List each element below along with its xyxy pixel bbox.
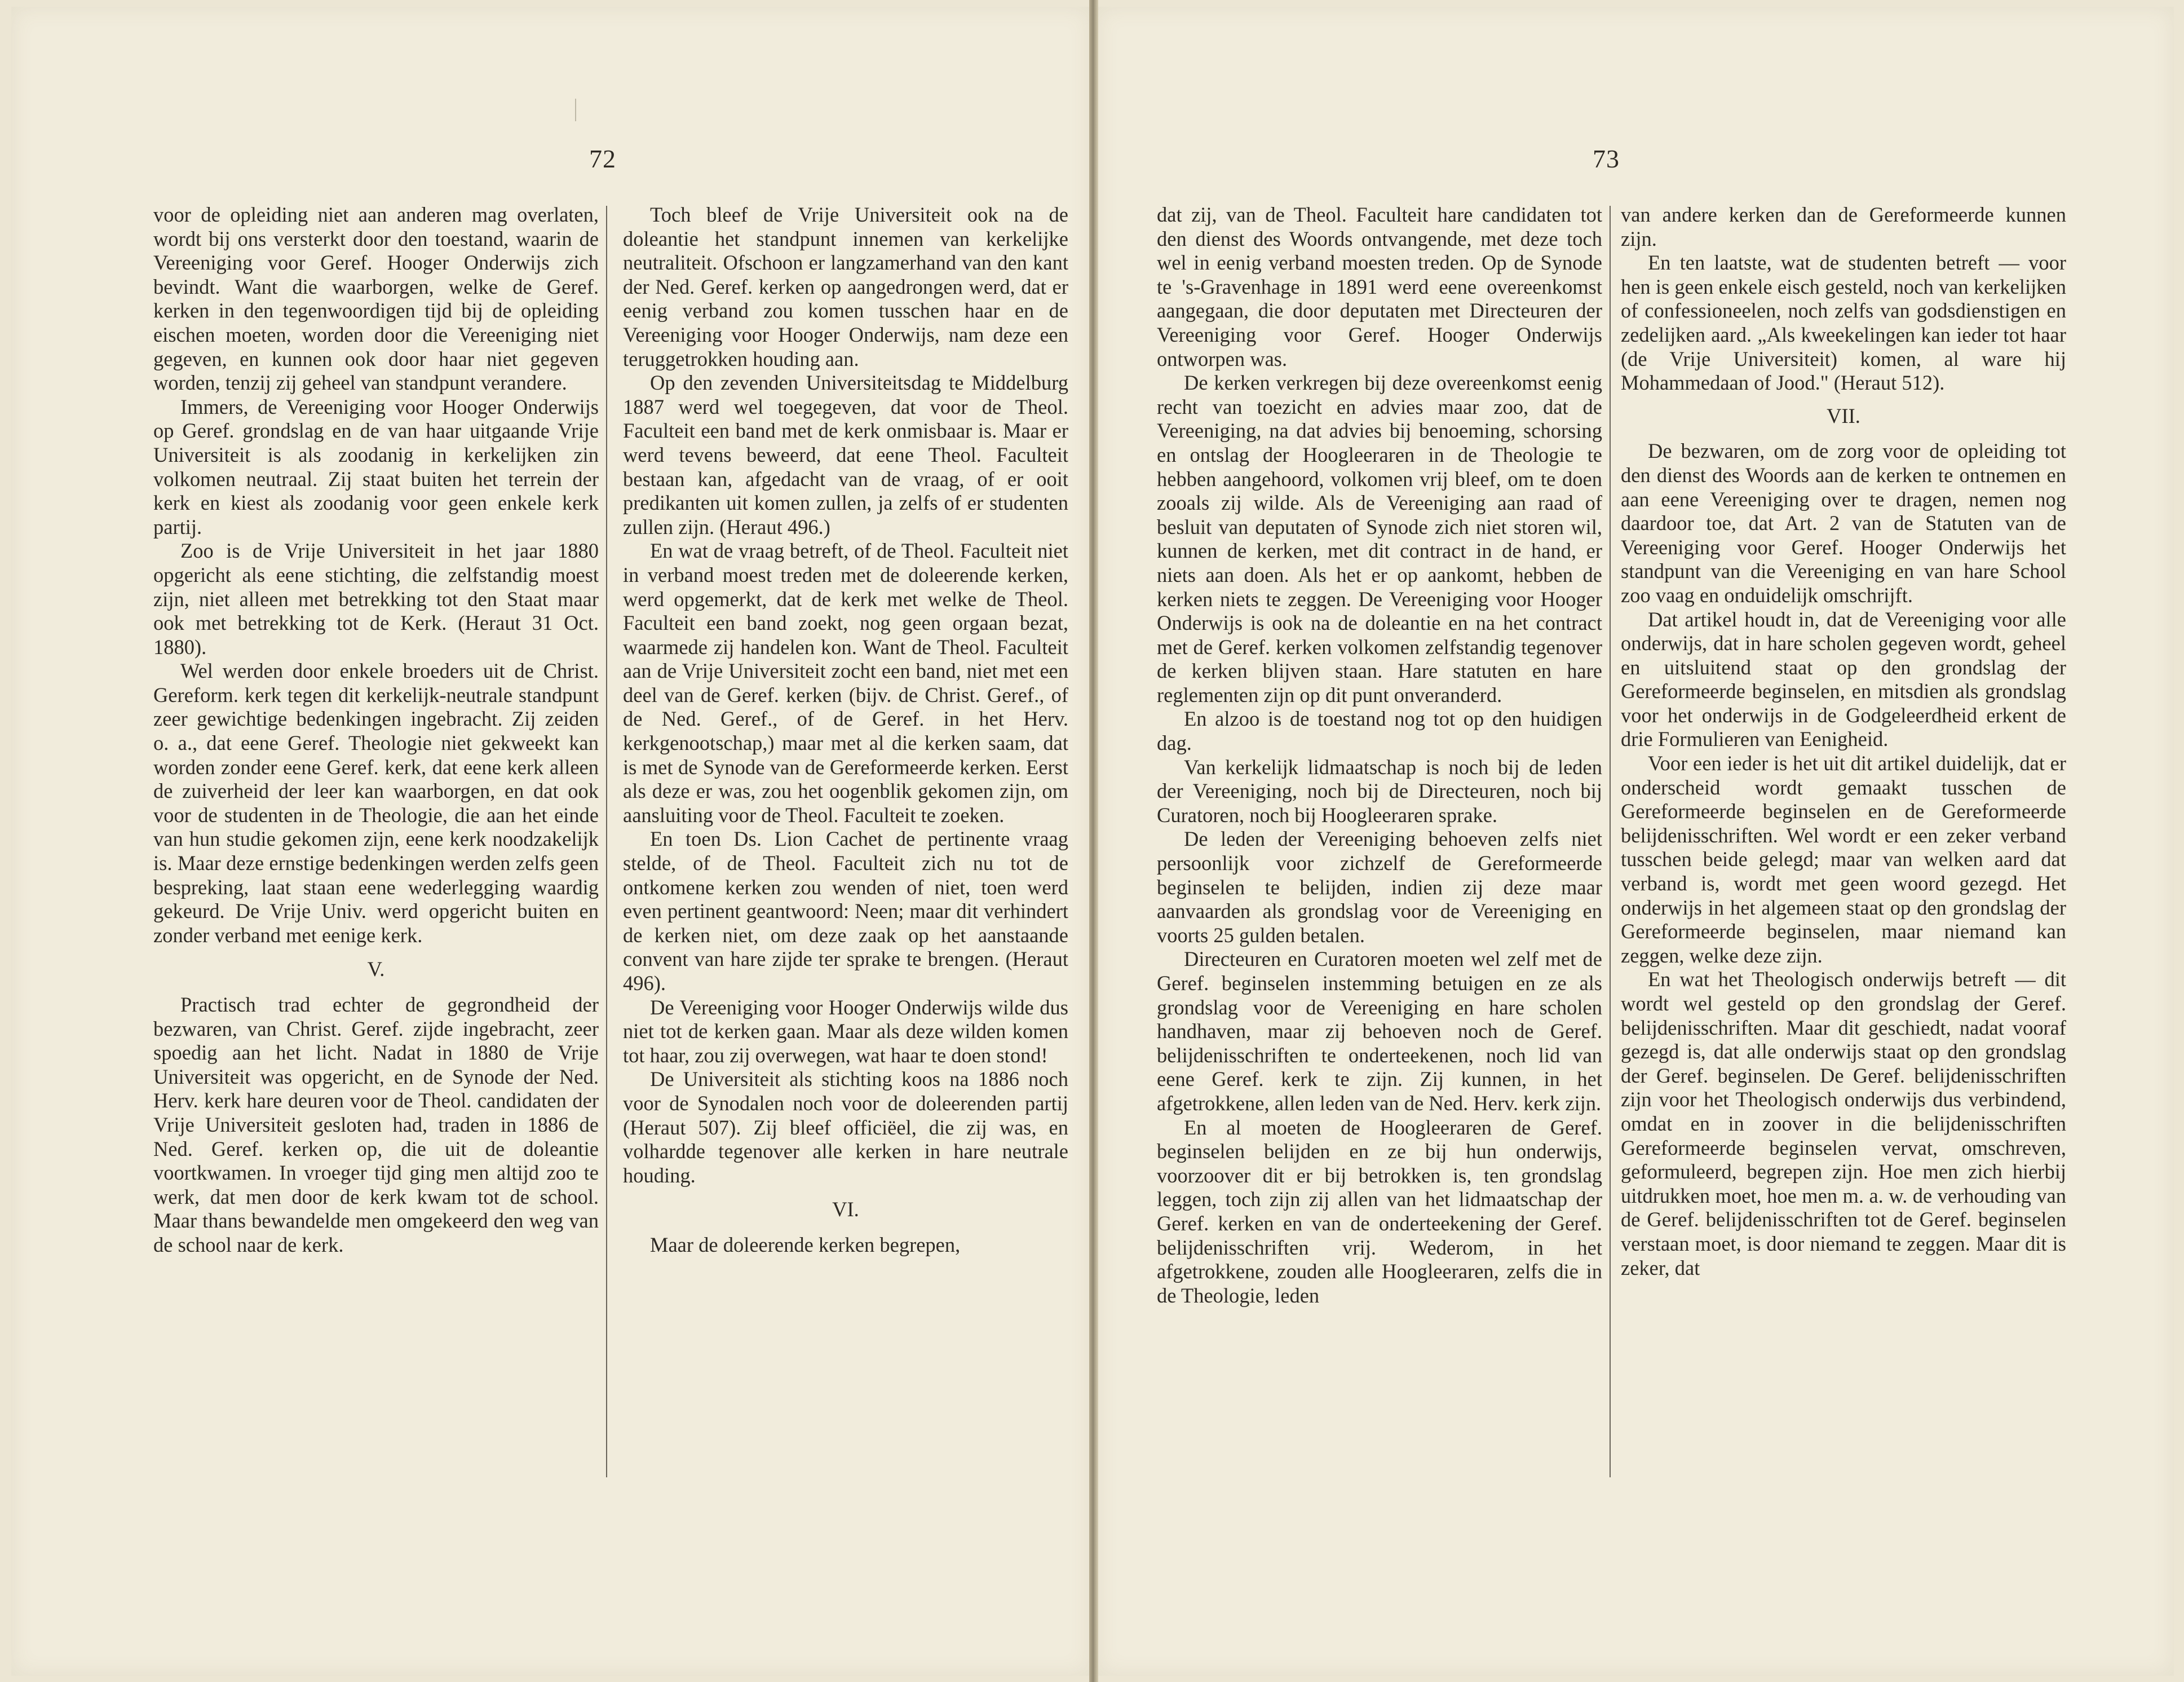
section-heading: V. [367, 957, 385, 981]
paragraph: van andere kerken dan de Gereformeerde kunnen zijn. [1621, 203, 2066, 250]
right-page-number: 73 [1593, 144, 1620, 173]
paragraph: En toen Ds. Lion Cachet de pertinente vraag stelde, of de Theol. Faculteit zich nu tot de ontkomene kerken zou wenden of niet, toen werd even pertinent geantwoord: Neen; maar dit verhindert de kerken niet, om deze zaak op het aanstaande convent van hare zijde ter sprake te brengen. (Heraut 496). [623, 827, 1068, 995]
paragraph: Immers, de Vereeniging voor Hooger Onderwijs op Geref. grondslag en de van haar uitgaande Vrije Universiteit is als zoodanig in kerkelijken zin volkomen neutraal. Zij staat buiten het terrein der kerk en kiest als zoodanig voor geen enkele kerk partij. [153, 395, 599, 538]
paragraph: De Universiteit als stichting koos na 1886 noch voor de Synodalen noch voor de doleerenden partij (Heraut 507). Zij bleef officiëel, die zij was, en volhardde tegenover alle kerken in hare neutrale houding. [623, 1067, 1068, 1187]
paragraph: dat zij, van de Theol. Faculteit hare candidaten tot den dienst des Woords ontvangende, met deze toch wel in eenig verband moesten treden. Op de Synode te 's-Gravenhage in 1891 werd eene overeenkomst aangegaan, die door deputaten met Directeuren der Vereeniging voor Geref. Hooger Onderwijs ontworpen was. [1157, 203, 1602, 370]
left-page-number: 72 [589, 144, 616, 173]
paragraph: voor de opleiding niet aan anderen mag overlaten, wordt bij ons versterkt door den toestand, waarin de Vereeniging voor Geref. Hooger Onderwijs zich bevindt. Want die waarborgen, welke de Geref. kerken in den tegenwoordigen tijd bij de opleiding eischen moeten, worden door die Vereeniging niet gegeven, en kunnen ook door haar niet gegeven worden, tenzij zij geheel van standpunt verandere. [153, 203, 599, 395]
paragraph: De leden der Vereeniging behoeven zelfs niet persoonlijk voor zichzelf de Gereformeerde beginselen te belijden, indien zij deze maar aanvaarden als grondslag voor de Vereeniging en voorts 25 gulden betalen. [1157, 827, 1602, 947]
section-heading: VI. [832, 1198, 859, 1221]
paragraph: Directeuren en Curatoren moeten wel zelf met de Geref. beginselen instemming betuigen en ze als grondslag voor de Vereeniging en hare scholen handhaven, maar zij behoeven noch de Geref. belijdenisschriften te onderteekenen, noch lid van eene Geref. kerk te zijn. Zij kunnen, in het afgetrokkene, allen leden van de Ned. Herv. kerk zijn. [1157, 947, 1602, 1115]
right-column-rule [1610, 206, 1611, 1477]
left-column-rule [606, 206, 607, 1477]
paragraph: En wat de vraag betreft, of de Theol. Faculteit niet in verband moest treden met de doleerende kerken, werd opgemerkt, dat de kerk met welke de Theol. Faculteit een band zoekt, nog geen orgaan bezat, waarmede zij handelen kon. Want de Theol. Faculteit aan de Vrije Universiteit zocht een band, niet met een deel van de Geref. kerken (bijv. de Christ. Geref., of de Ned. Geref., of de Geref. in het Herv. kerkgenootschap,) maar met al die kerken saam, dat is met de Synode van de Gereformeerde kerken. Eerst als deze er was, zou het oogenblik gekomen zijn, om aansluiting voor de Theol. Faculteit te zoeken. [623, 539, 1068, 827]
paragraph: Dat artikel houdt in, dat de Vereeniging voor alle onderwijs, dat in hare scholen gegeven wordt, geheel en uitsluitend staat op den grondslag der Gereformeerde beginselen, en mitsdien als grondslag voor het onderwijs in de Godgeleerdheid erkent de drie Formulieren van Eenigheid. [1621, 607, 2066, 751]
section-heading: VII. [1827, 404, 1860, 427]
paragraph: Practisch trad echter de gegrondheid der bezwaren, van Christ. Geref. zijde ingebracht, zeer spoedig aan het licht. Nadat in 1880 de Vrije Universiteit was opgericht, en de Synode der Ned. Herv. kerk hare deuren voor de Theol. candidaten der Vrije Universiteit gesloten had, traden in 1886 de Ned. Geref. kerken op, die uit de doleantie voortkwamen. In vroeger tijd ging men altijd zoo te werk, dat men door de kerk kwam tot de school. Maar thans bewandelde men omgekeerd den weg van de school naar de kerk. [153, 993, 599, 1256]
paragraph: Van kerkelijk lidmaatschap is noch bij de leden der Vereeniging, noch bij de Directeuren, noch bij Curatoren, noch bij Hoogleeraren sprake. [1157, 755, 1602, 827]
paragraph: Maar de doleerende kerken begrepen, [650, 1233, 961, 1256]
paragraph: Toch bleef de Vrije Universiteit ook na de doleantie het standpunt innemen van kerkelijke neutraliteit. Ofschoon er langzamerhand van den kant der Ned. Geref. kerken op aangedrongen werd, dat er eenig verband zou komen tusschen haar en de Vereeniging voor Hooger Onderwijs, nam deze een teruggetrokken houding aan. [623, 203, 1068, 370]
paragraph: Op den zevenden Universiteitsdag te Middelburg 1887 werd wel toegegeven, dat voor de Theol. Faculteit een band met de kerk onmisbaar is. Maar er werd tevens beweerd, dat eene Theol. Faculteit bestaan kan, afgedacht van de vraag, of er ooit predikanten uit komen zullen, ja zelfs of er studenten zullen zijn. (Heraut 496.) [623, 371, 1068, 538]
book-gutter [1089, 0, 1098, 1682]
paragraph: Wel werden door enkele broeders uit de Christ. Gereform. kerk tegen dit kerkelijk-neutrale standpunt zeer gewichtige bedenkingen ingebracht. Zij zeiden o. a., dat eene Geref. Theologie niet gekweekt kan worden zonder eene Geref. kerk, dat eene kerk alleen de zuiverheid der leer kan waarborgen, en dat ook voor de studenten in de Theologie, die aan het einde van hun studie gekomen zijn, eene kerk noodzakelijk is. Maar deze ernstige bedenkingen werden zelfs geen bespreking, laat staan eene wederlegging waardig gekeurd. De Vrije Univ. werd opgericht buiten en zonder verband met eenige kerk. [153, 659, 599, 947]
paragraph: Voor een ieder is het uit dit artikel duidelijk, dat er onderscheid wordt gemaakt tusschen de Gereformeerde beginselen en de Gereformeerde belijdenisschriften. Wel wordt er een zeker verband tusschen beide gelegd; maar van welken aard dat verband is, wordt met geen woord gezegd. Het onderwijs in het algemeen staat op den grondslag der Gereformeerde beginselen, maar niemand kan zeggen, welke deze zijn. [1621, 752, 2066, 967]
paragraph: En alzoo is de toestand nog tot op den huidigen dag. [1157, 707, 1602, 755]
left-page-column-1 [153, 203, 599, 1257]
paragraph: En ten laatste, wat de studenten betreft — voor hen is geen enkele eisch gesteld, noch van kerkelijken of confessioneelen, noch zelfs van godsdienstigen en zedelijken aard. „Als kweekelingen kan ieder tot haar (de Vrije Universiteit) komen, al ware hij Mohammedaan of Jood." (Heraut 512). [1621, 251, 2066, 395]
paragraph: En wat het Theologisch onderwijs betreft — dit wordt wel gesteld op den grondslag der Geref. belijdenisschriften. Maar dit geschiedt, nadat vooraf gezegd is, dat alle onderwijs staat op den grondslag der Geref. beginselen. De Geref. belijdenisschriften zijn voor het Theologisch onderwijs dus verbindend, omdat en in zoover in die belijdenisschriften Gereformeerde beginselen vervat, omschreven, geformuleerd, begrepen zijn. Hoe men zich hierbij uitdrukken moet, hoe men m. a. w. de verhouding van de Geref. belijdenisschriften tot de Geref. beginselen verstaan moet, is door niemand te zeggen. Maar dit is zeker, dat [1621, 968, 2066, 1279]
page-mark [575, 99, 576, 121]
paragraph: De Vereeniging voor Hooger Onderwijs wilde dus niet tot de kerken gaan. Maar als deze wilden komen tot haar, zou zij overwegen, wat haar te doen stond! [623, 995, 1068, 1067]
paragraph: De bezwaren, om de zorg voor de opleiding tot den dienst des Woords aan de kerken te ontnemen en aan eene Vereeniging over te dragen, nemen nog daardoor toe, dat Art. 2 van de Statuten van de Vereeniging voor Geref. Hooger Onderwijs het standpunt van die Vereeniging en van hare School zoo vaag en onduidelijk omschrijft. [1621, 439, 2066, 607]
right-page-column-1 [1157, 203, 1602, 1308]
paragraph: De kerken verkregen bij deze overeenkomst eenig recht van toezicht en advies maar zoo, dat de Vereeniging, na dat advies bij benoeming, schorsing en ontslag der Hoogleeraren in de Theologie te hebben aangehoord, volkomen vrij bleef, om te doen zooals zij wilde. Als de Vereeniging aan raad of besluit van deputaten of Synode zich niet storen wil, kunnen de kerken, met dit contract in de hand, er niets aan doen. Als het er op aankomt, hebben de kerken niets te zeggen. De Vereeniging voor Hooger Onderwijs is ook na de doleantie en na het contract met de Geref. kerken volkomen zelfstandig tegenover de kerken blijven staan. Hare statuten en hare reglementen zijn op dit punt onveranderd. [1157, 371, 1602, 707]
paragraph: En al moeten de Hoogleeraren de Geref. beginselen belijden en ze bij hun onderwijs, voorzoover dit er bij betrokken is, ten grondslag leggen, toch zijn zij allen van het lidmaatschap der Geref. kerken en van de onderteekening der Geref. belijdenisschriften vrij. Wederom, in het afgetrokkene, zouden alle Hoogleeraren, zelfs die in de Theologie, leden [1157, 1115, 1602, 1307]
paragraph: Zoo is de Vrije Universiteit in het jaar 1880 opgericht als eene stichting, die zelfstandig moest zijn, niet alleen met betrekking tot den Staat maar ook met betrekking tot de Kerk. (Heraut 31 Oct. 1880). [153, 539, 599, 659]
left-page-column-2 [623, 203, 1068, 1257]
right-page-column-2 [1621, 203, 2066, 1280]
